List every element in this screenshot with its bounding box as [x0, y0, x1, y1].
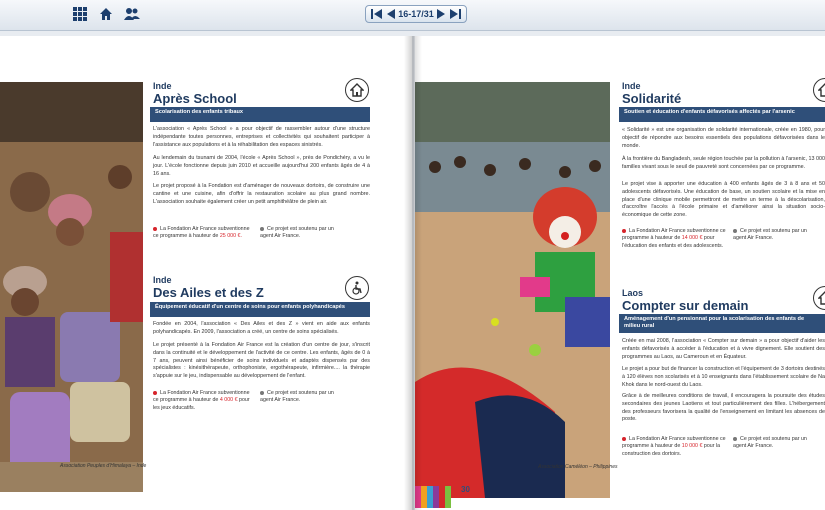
flipbook-spread — [0, 36, 825, 510]
funding-amount: 4 000 € — [219, 397, 238, 404]
funding-amount: 10 000 € — [681, 443, 703, 450]
prev-page-icon — [387, 9, 395, 19]
section-subtitle-bar: Aménagement d'un pensionnat pour la scolarisation des enfants de milieu rural — [619, 314, 825, 333]
section-country: Inde — [622, 81, 641, 91]
book-spine-shadow — [404, 36, 422, 510]
wheelchair-logo-icon — [345, 276, 369, 300]
section-paragraph: Créée en mai 2008, l'association « Compter sur demain » a pour objectif d'aider les enfants défavorisés à accéder à l'éducation et à vivre dignement. Elle soutient des programmes au Laos, au Cameroun et en Équateur. — [622, 338, 825, 360]
house-logo-icon — [813, 78, 825, 102]
funding-amount: 14 000 € — [681, 235, 703, 242]
funding-note — [622, 228, 727, 250]
section-paragraph: Le projet proposé à la Fondation est d'aménager de nouveaux dortoirs, de construire une cantine et une cuisine, afin d'offrir la restauration scolaire au plus grand nombre. L'association souhaite également créer un petit amphithéâtre de plein air. — [153, 183, 370, 205]
clown-with-children-photo — [415, 82, 610, 498]
home-icon[interactable] — [98, 6, 114, 22]
red-bullet-icon — [153, 391, 157, 395]
support-note — [260, 226, 340, 241]
thumbnails-icon[interactable] — [72, 6, 88, 22]
users-icon[interactable] — [124, 6, 140, 22]
section-title: Des Ailes et des Z — [153, 285, 264, 300]
section-paragraph: Le projet vise à apporter une éducation à 400 enfants âgés de 3 à 8 ans et 50 adolescents défavorisés. Une éducation de base, un soutien scolaire et la mise en place d'une clinique mobile permettront de mettre un terme à la déscolarisation, d'accroître l'accès à l'école primaire et d'améliorer ainsi la situation socio-économique de cette zone. — [622, 181, 825, 219]
red-bullet-icon — [622, 229, 626, 233]
support-note — [733, 436, 813, 451]
funding-amount: 25 000 €. — [219, 233, 242, 240]
section-paragraph: Le projet présenté à la Fondation Air France est la création d'un centre de jour, s'inscrit dans la continuité et le développement de l'activité de ce centre. Les enfants, âgés de 0 à 7 ans, peuvent ainsi bénéficier de soins individuels et adaptés dispensés par des spécialistes : kinésithérapeute, orthophoniste, ergothérapeute, infirmière.... la thérapie s'appuie sur le jeu, indispensable au développement de l'enfant. — [153, 342, 370, 380]
section-country: Inde — [153, 275, 172, 285]
section-paragraph: L'association « Après School » a pour objectif de rassembler autour d'une structure indépendante toutes personnes, entreprises et collectivités qui souhaitent participer à l'assistance aux populations et à la réhabilitation des espaces sinistrés. — [153, 126, 370, 148]
next-page-icon — [437, 9, 445, 19]
stripe — [445, 486, 451, 508]
section-subtitle-bar: Scolarisation des enfants tribaux — [150, 107, 370, 122]
children-with-backpacks-photo — [0, 82, 143, 492]
funding-note — [153, 226, 253, 241]
prev-page-button[interactable] — [384, 7, 398, 21]
funding-tail: pour la construction des dortoirs. — [622, 443, 721, 457]
first-page-button[interactable] — [370, 7, 384, 21]
support-note — [260, 390, 340, 405]
funding-tail: pour l'éducation des enfants et des adolescents. — [622, 235, 724, 249]
section-country: Laos — [622, 288, 644, 298]
funding-text: La Fondation Air France subventionne ce programme à hauteur de — [622, 436, 726, 450]
section-paragraph: Grâce à de meilleures conditions de travail, il encouragera la poursuite des études secondaires des jeunes Laotiens et tout particulièrement des filles. L'hébergement des professeurs favorisera la qualité de l'enseignement en limitant les absences de poste. — [622, 393, 825, 423]
section-paragraph: « Solidarité » est une organisation de solidarité internationale, créée en 1980, pour objectif de répondre aux besoins essentiels des populations défavorisées dans le monde. — [622, 127, 825, 149]
right-page[interactable] — [415, 36, 825, 510]
funding-text: La Fondation Air France subventionne ce programme à hauteur de — [153, 226, 250, 240]
support-note — [733, 228, 813, 243]
page-navigator — [365, 5, 467, 23]
page-number: 30 — [461, 485, 470, 494]
funding-text: La Fondation Air France subventionne ce programme à hauteur de — [622, 228, 726, 242]
last-page-icon — [449, 9, 461, 19]
house-logo-icon — [813, 286, 825, 310]
gray-bullet-icon — [733, 437, 737, 441]
section-paragraph: Au lendemain du tsunami de 2004, l'école « Après School », près de Pondichéry, a vu le jour. L'école fonctionne depuis juin 2010 et accueille aujourd'hui 200 enfants âgés de 4 à 16 ans. — [153, 155, 370, 177]
red-bullet-icon — [153, 227, 157, 231]
red-bullet-icon — [622, 437, 626, 441]
support-text: Ce projet est soutenu par un agent Air France. — [733, 228, 807, 242]
first-page-icon — [371, 9, 383, 19]
funding-note — [153, 390, 253, 412]
gray-bullet-icon — [260, 227, 264, 231]
funding-note — [622, 436, 727, 458]
last-page-button[interactable] — [448, 7, 462, 21]
gray-bullet-icon — [260, 391, 264, 395]
section-title: Après School — [153, 91, 237, 106]
section-country: Inde — [153, 81, 172, 91]
page-indicator: 16-17/31 — [398, 9, 434, 19]
viewer-toolbar — [0, 0, 825, 31]
section-title: Solidarité — [622, 91, 682, 106]
section-subtitle-bar: Soutien et éducation d'enfants défavorisés affectés par l'arsenic — [619, 107, 825, 122]
section-paragraph: Le projet a pour but de financer la construction et l'équipement de 3 dortoirs destinés à 120 élèves non scolarisés et à 10 enseignants dans l'établissement scolaire de Na Khok dans le nord-ouest du Laos. — [622, 366, 825, 388]
toolbar-icon-group — [72, 6, 140, 22]
support-text: Ce projet est soutenu par un agent Air France. — [260, 390, 334, 404]
support-text: Ce projet est soutenu par un agent Air France. — [260, 226, 334, 240]
section-paragraph: Fondée en 2004, l'association « Des Ailes et des Z » vient en aide aux enfants polyhandicapés. En 2009, l'association a créé, un centre de soins spécialisés. — [153, 321, 370, 335]
funding-tail: pour les jeux éducatifs. — [153, 397, 250, 411]
gray-bullet-icon — [733, 229, 737, 233]
section-paragraph: À la frontière du Bangladesh, seule région touchée par la pollution à l'arsenic, 13 000 familles vivant sous le seuil de pauvreté sont concernées par ce programme. — [622, 156, 825, 170]
section-title: Compter sur demain — [622, 298, 749, 313]
next-page-button[interactable] — [434, 7, 448, 21]
house-logo-icon — [345, 78, 369, 102]
left-photo-caption: Association Peuples d'Himalaya – Inde — [60, 463, 147, 469]
support-text: Ce projet est soutenu par un agent Air France. — [733, 436, 807, 450]
right-photo-caption: Association Caméléon – Philippines — [538, 464, 618, 470]
funding-text: La Fondation Air France subventionne ce programme à hauteur de — [153, 390, 250, 404]
section-subtitle-bar: Équipement éducatif d'un centre de soins pour enfants polyhandicapés — [150, 302, 370, 317]
left-page[interactable] — [0, 36, 412, 510]
